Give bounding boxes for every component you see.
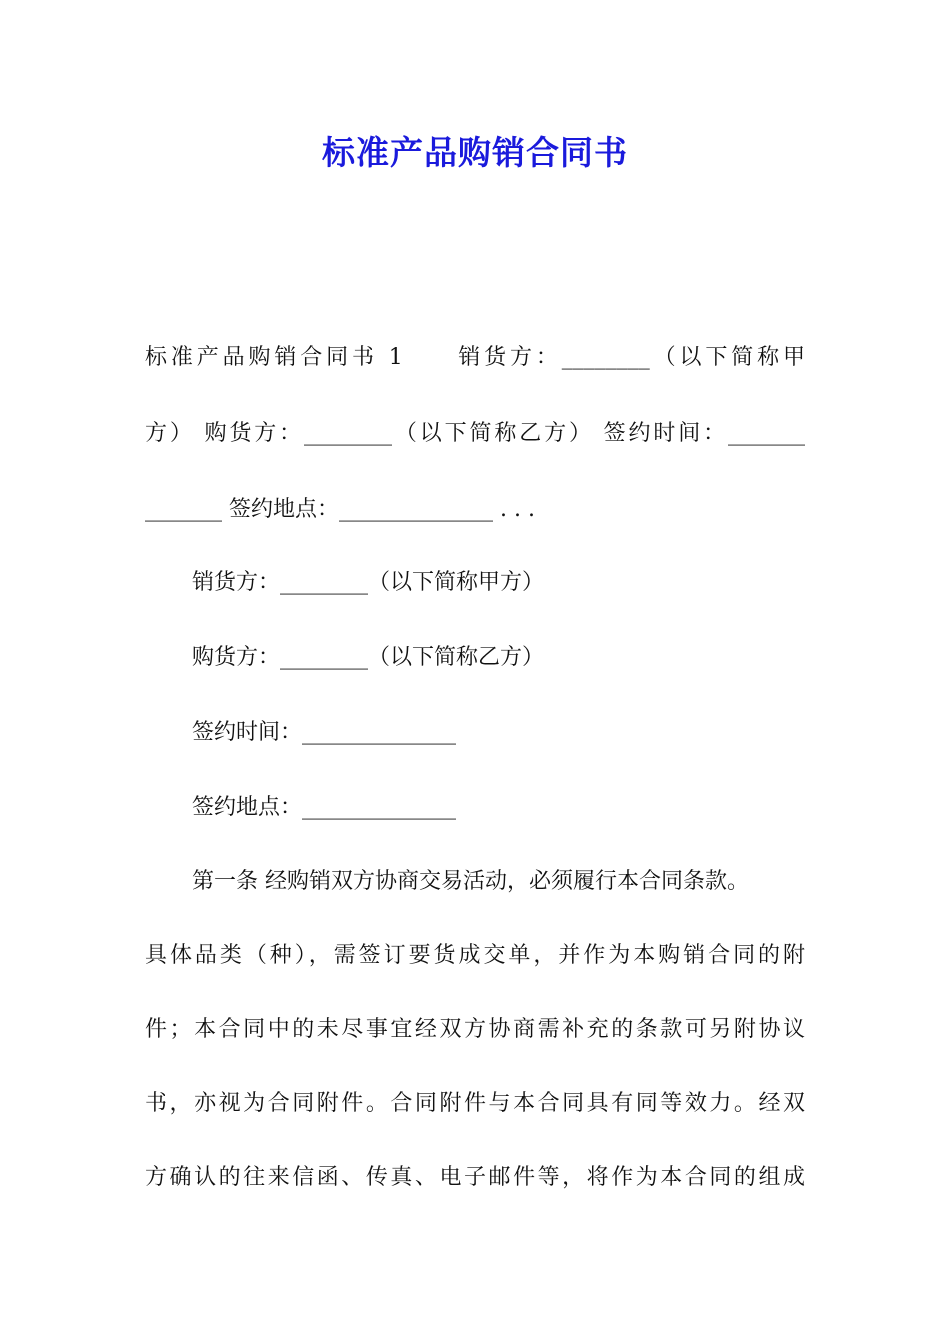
signing-time-field: 签约时间：______________ [192,720,457,745]
intro-line: _______ 签约地点：______________ . . . [145,497,535,522]
intro-line: 标准产品购销合同书 1 销货方：________（以下简称甲 [145,345,805,370]
buyer-field: 购货方：________（以下简称乙方） [192,645,545,670]
article-one-line: 第一条 经购销双方协商交易活动，必须履行本合同条款。 [192,869,749,894]
document-title: 标准产品购销合同书 [322,133,628,172]
intro-line: 方） 购货方：________（以下简称乙方） 签约时间：_______ [145,421,805,446]
article-one-line: 书，亦视为合同附件。合同附件与本合同具有同等效力。经双 [145,1091,805,1116]
article-one-line: 件；本合同中的未尽事宜经双方协商需补充的条款可另附协议 [145,1017,805,1042]
article-one-line: 具体品类（种），需签订要货成交单，并作为本购销合同的附 [145,943,805,968]
seller-field: 销货方：________（以下简称甲方） [192,570,545,595]
article-one-line: 方确认的往来信函、传真、电子邮件等，将作为本合同的组成 [145,1165,805,1190]
signing-place-field: 签约地点：______________ [192,795,457,820]
